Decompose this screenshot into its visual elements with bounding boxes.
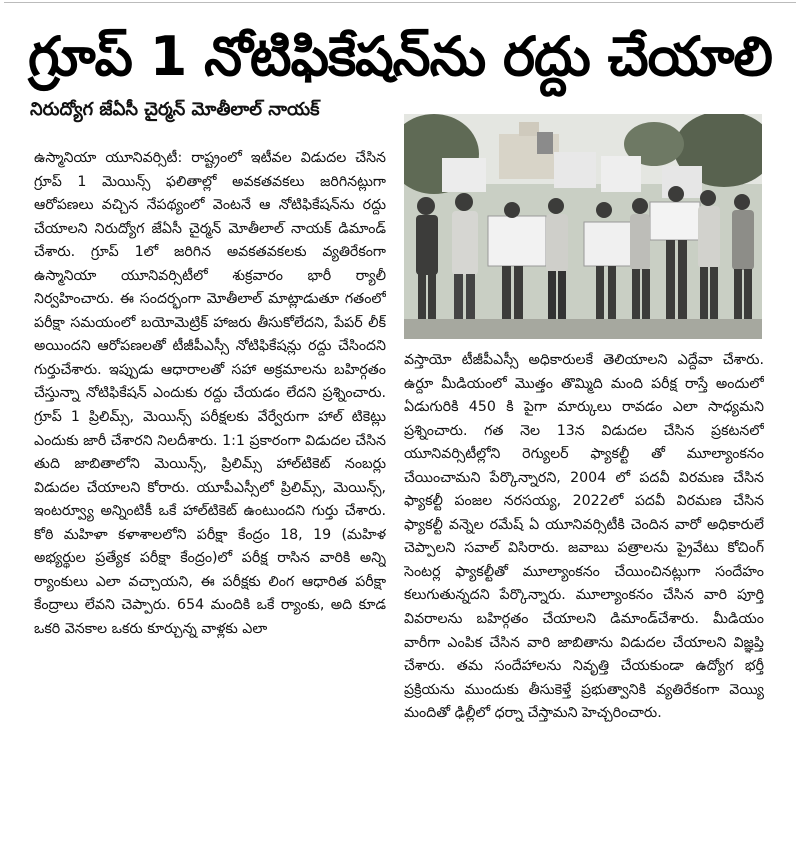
article-column-right <box>404 349 764 839</box>
protest-photo-image <box>404 114 762 339</box>
headline: గ్రూప్ 1 నోటిఫికేషన్‌ను రద్దు చేయాలి <box>27 25 773 88</box>
article-column-left <box>34 147 386 842</box>
protest-photo <box>404 114 762 339</box>
byline: నిరుద్యోగ జేఏసీ చైర్మన్ మోతీలాల్ నాయక్ <box>30 99 320 120</box>
article-body-right: వస్తాయో టీజీపీఎస్సీ అధికారులకే తెలియాలని ఎద్దేవా చేశారు. ఉర్దూ మీడియంలో మొత్తం తొమ్మిది మంది పరీక్ష రాస్తే అందులో ఏడుగురికి 450 కి పైగా మార్కులు రావడం ఎలా సాధ్యమని ప్రశ్నించారు. గత నెల 13న విడుదల చేసిన ప్రకటనలో యూనివర్సిటీల్లోని రెగ్యులర్ ఫ్యాకల్టీ తో మూల్యాంకనం చేయించామని పేర్కొన్నారని, 2004 లో పదవీ విరమణ చేసిన ఫ్యాకల్టీ పంజల నరసయ్య, 2022లో పదవీ విరమణ చేసిన ఫ్యాకల్టీ వన్నెల రమేష్ ఏ యూనివర్సిటీకి చెందిన వారో అధికారులే చెప్పాలని సవాల్ విసిరారు. జవాబు పత్రాలను ప్రైవేటు కోచింగ్ సెంటర్ల ఫ్యాకల్టీతో మూల్యాంకనం చేయించినట్లుగా సందేహం కలుగుతున్నదని పేర్కొన్నారు. మూల్యాంకనం చేసిన వారి పూర్తి వివరాలను బహిర్గతం చేయాలని డిమాండ్‌చేశారు. మీడియం వారీగా ఎంపిక చేసిన వారి జాబితాను విడుదల చేయాలని విజ్ఞప్తి చేశారు. తమ సందేహాలను నివృత్తి చేయకుండా ఉద్యోగ భర్తీ ప్రక్రియను ముందుకు తీసుకెళ్తే ప్రభుత్వానికి వ్యతిరేకంగా వెయ్యి మందితో ఢిల్లీలో ధర్నా చేస్తామని హెచ్చరించారు. <box>404 352 764 722</box>
article-body-left: ఉస్మానియా యూనివర్సిటీ: రాష్ట్రంలో ఇటీవల విడుదల చేసిన గ్రూప్ 1 మెయిన్స్ ఫలితాల్లో అవకతవకలు జరిగినట్లుగా ఆరోపణలు వచ్చిన నేపథ్యంలో వెంటనే ఆ నోటిఫికేషన్‌ను రద్దు చేయాలని నిరుద్యోగ జేఏసీ చైర్మన్ మోతీలాల్ నాయక్ డిమాండ్ చేశారు. గ్రూప్ 1లో జరిగిన అవకతవకలకు వ్యతిరేకంగా ఉస్మానియా యూనివర్సిటీలో శుక్రవారం భారీ ర్యాలీ నిర్వహించారు. ఈ సందర్భంగా మోతీలాల్ మాట్లాడుతూ గతంలో పరీక్షా సమయంలో బయోమెట్రిక్ హాజరు తీసుకోలేదని, పేపర్ లీక్ అయిందని ఆరోపణలతో టీజీపీఎస్సీ నోటిఫికేషన్లు రద్దు చేసిందని గుర్తుచేశారు. ఇప్పుడు ఆధారాలతో సహా అక్రమాలను బహిర్గతం చేస్తున్నా నోటిఫికేషన్ ఎందుకు రద్దు చేయడం లేదని ప్రశ్నించారు. గ్రూప్ 1 ప్రిలిమ్స్, మెయిన్స్ పరీక్షలకు వేర్వేరుగా హాల్ టికెట్లు ఎందుకు జారీ చేశారని నిలదీశారు. 1:1 ప్రకారంగా విడుదల చేసిన తుది జాబితాలోని మెయిన్స్, ప్రిలిమ్స్ హాల్‌టికెట్ నంబర్లు విడుదల చేయాలని కోరారు. యూపీఎస్సీలో ప్రిలిమ్స్, మెయిన్స్, ఇంటర్వ్యూ అన్నింటికీ ఒకే హాల్‌టికెట్ ఉంటుందని గుర్తు చేశారు. కోఠి మహిళా కళాశాలలోని పరీక్షా కేంద్రం 18, 19 (మహిళ అభ్యర్థుల ప్రత్యేక పరీక్షా కేంద్రం)లో పరీక్ష రాసిన వారికి అన్ని ర్యాంకులు ఎలా వచ్చాయని, ఈ పరీక్షకు లింగ ఆధారిత పరీక్షా కేంద్రాలు లేవని చెప్పారు. 654 మందికి ఒకే ర్యాంకు, అది కూడ ఒకరి వెనకాల ఒకరు కూర్చున్న వాళ్లకు ఎలా <box>34 150 386 637</box>
top-rule <box>4 2 796 3</box>
